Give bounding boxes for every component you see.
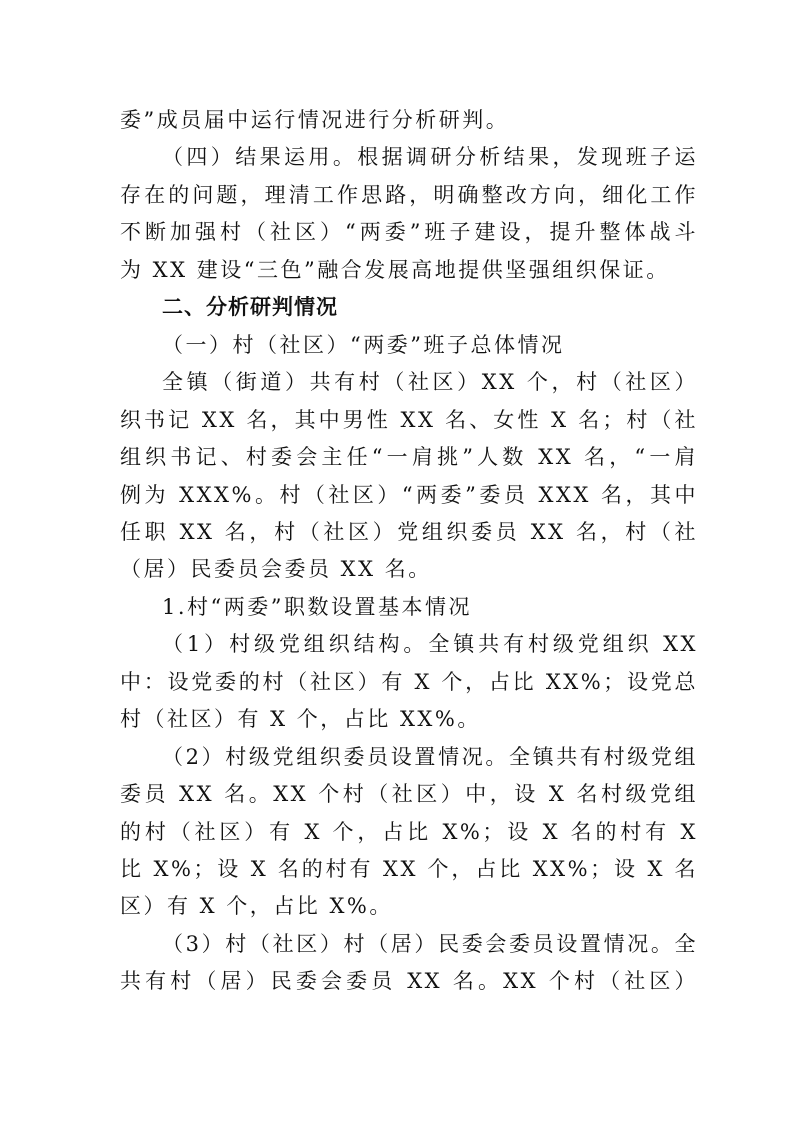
text-line: 存在的问题，理清工作思路，明确整改方向，细化工作: [120, 182, 698, 207]
text-line: （一）村（社区）“两委”班子总体情况: [162, 332, 565, 357]
text-line: 中：设党委的村（社区）有 X 个，占比 XX%；设党总: [120, 669, 698, 694]
text-line: 村（社区）有 X 个，占比 XX%。: [120, 707, 481, 732]
text-line: （3）村（社区）村（居）民委会委员设置情况。全: [162, 931, 698, 956]
text-line: 共有村（居）民委会委员 XX 名。XX 个村（社区）: [120, 969, 698, 994]
text-line: 不断加强村（社区）“两委”班子建设，提升整体战斗: [120, 220, 698, 245]
text-line: （居）民委员会委员 XX 名。: [120, 557, 432, 582]
text-line: （2）村级党组织委员设置情况。全镇共有村级党组: [162, 744, 698, 769]
text-line: 任职 XX 名，村（社区）党组织委员 XX 名，村（社: [120, 519, 698, 544]
text-line: 的村（社区）有 X 个，占比 X%；设 X 名的村有 X: [120, 819, 698, 844]
text-line: （四）结果运用。根据调研分析结果，发现班子运: [162, 145, 698, 170]
text-line: 全镇（街道）共有村（社区）XX 个，村（社区）: [162, 370, 698, 395]
text-line: 委”成员届中运行情况进行分析研判。: [120, 108, 510, 132]
text-line: 委员 XX 名。XX 个村（社区）中，设 X 名村级党组: [120, 782, 698, 807]
text-line: 区）有 X 个，占比 X%。: [120, 894, 393, 919]
text-line: 例为 XXX%。村（社区）“两委”委员 XXX 名，其中: [120, 482, 698, 507]
section-heading: 二、分析研判情况: [162, 294, 338, 320]
text-line: 为 XX 建设“三色”融合发展高地提供坚强组织保证。: [120, 257, 670, 282]
text-line: 1.村“两委”职数设置基本情况: [162, 594, 473, 619]
text-line: （1）村级党组织结构。全镇共有村级党组织 XX: [162, 632, 698, 657]
text-line: 比 X%；设 X 名的村有 XX 个，占比 XX%；设 X 名: [120, 857, 698, 881]
text-line: 织书记 XX 名，其中男性 XX 名、女性 X 名；村（社: [120, 407, 698, 432]
text-line: 组织书记、村委会主任“一肩挑”人数 XX 名，“一肩: [120, 445, 698, 470]
